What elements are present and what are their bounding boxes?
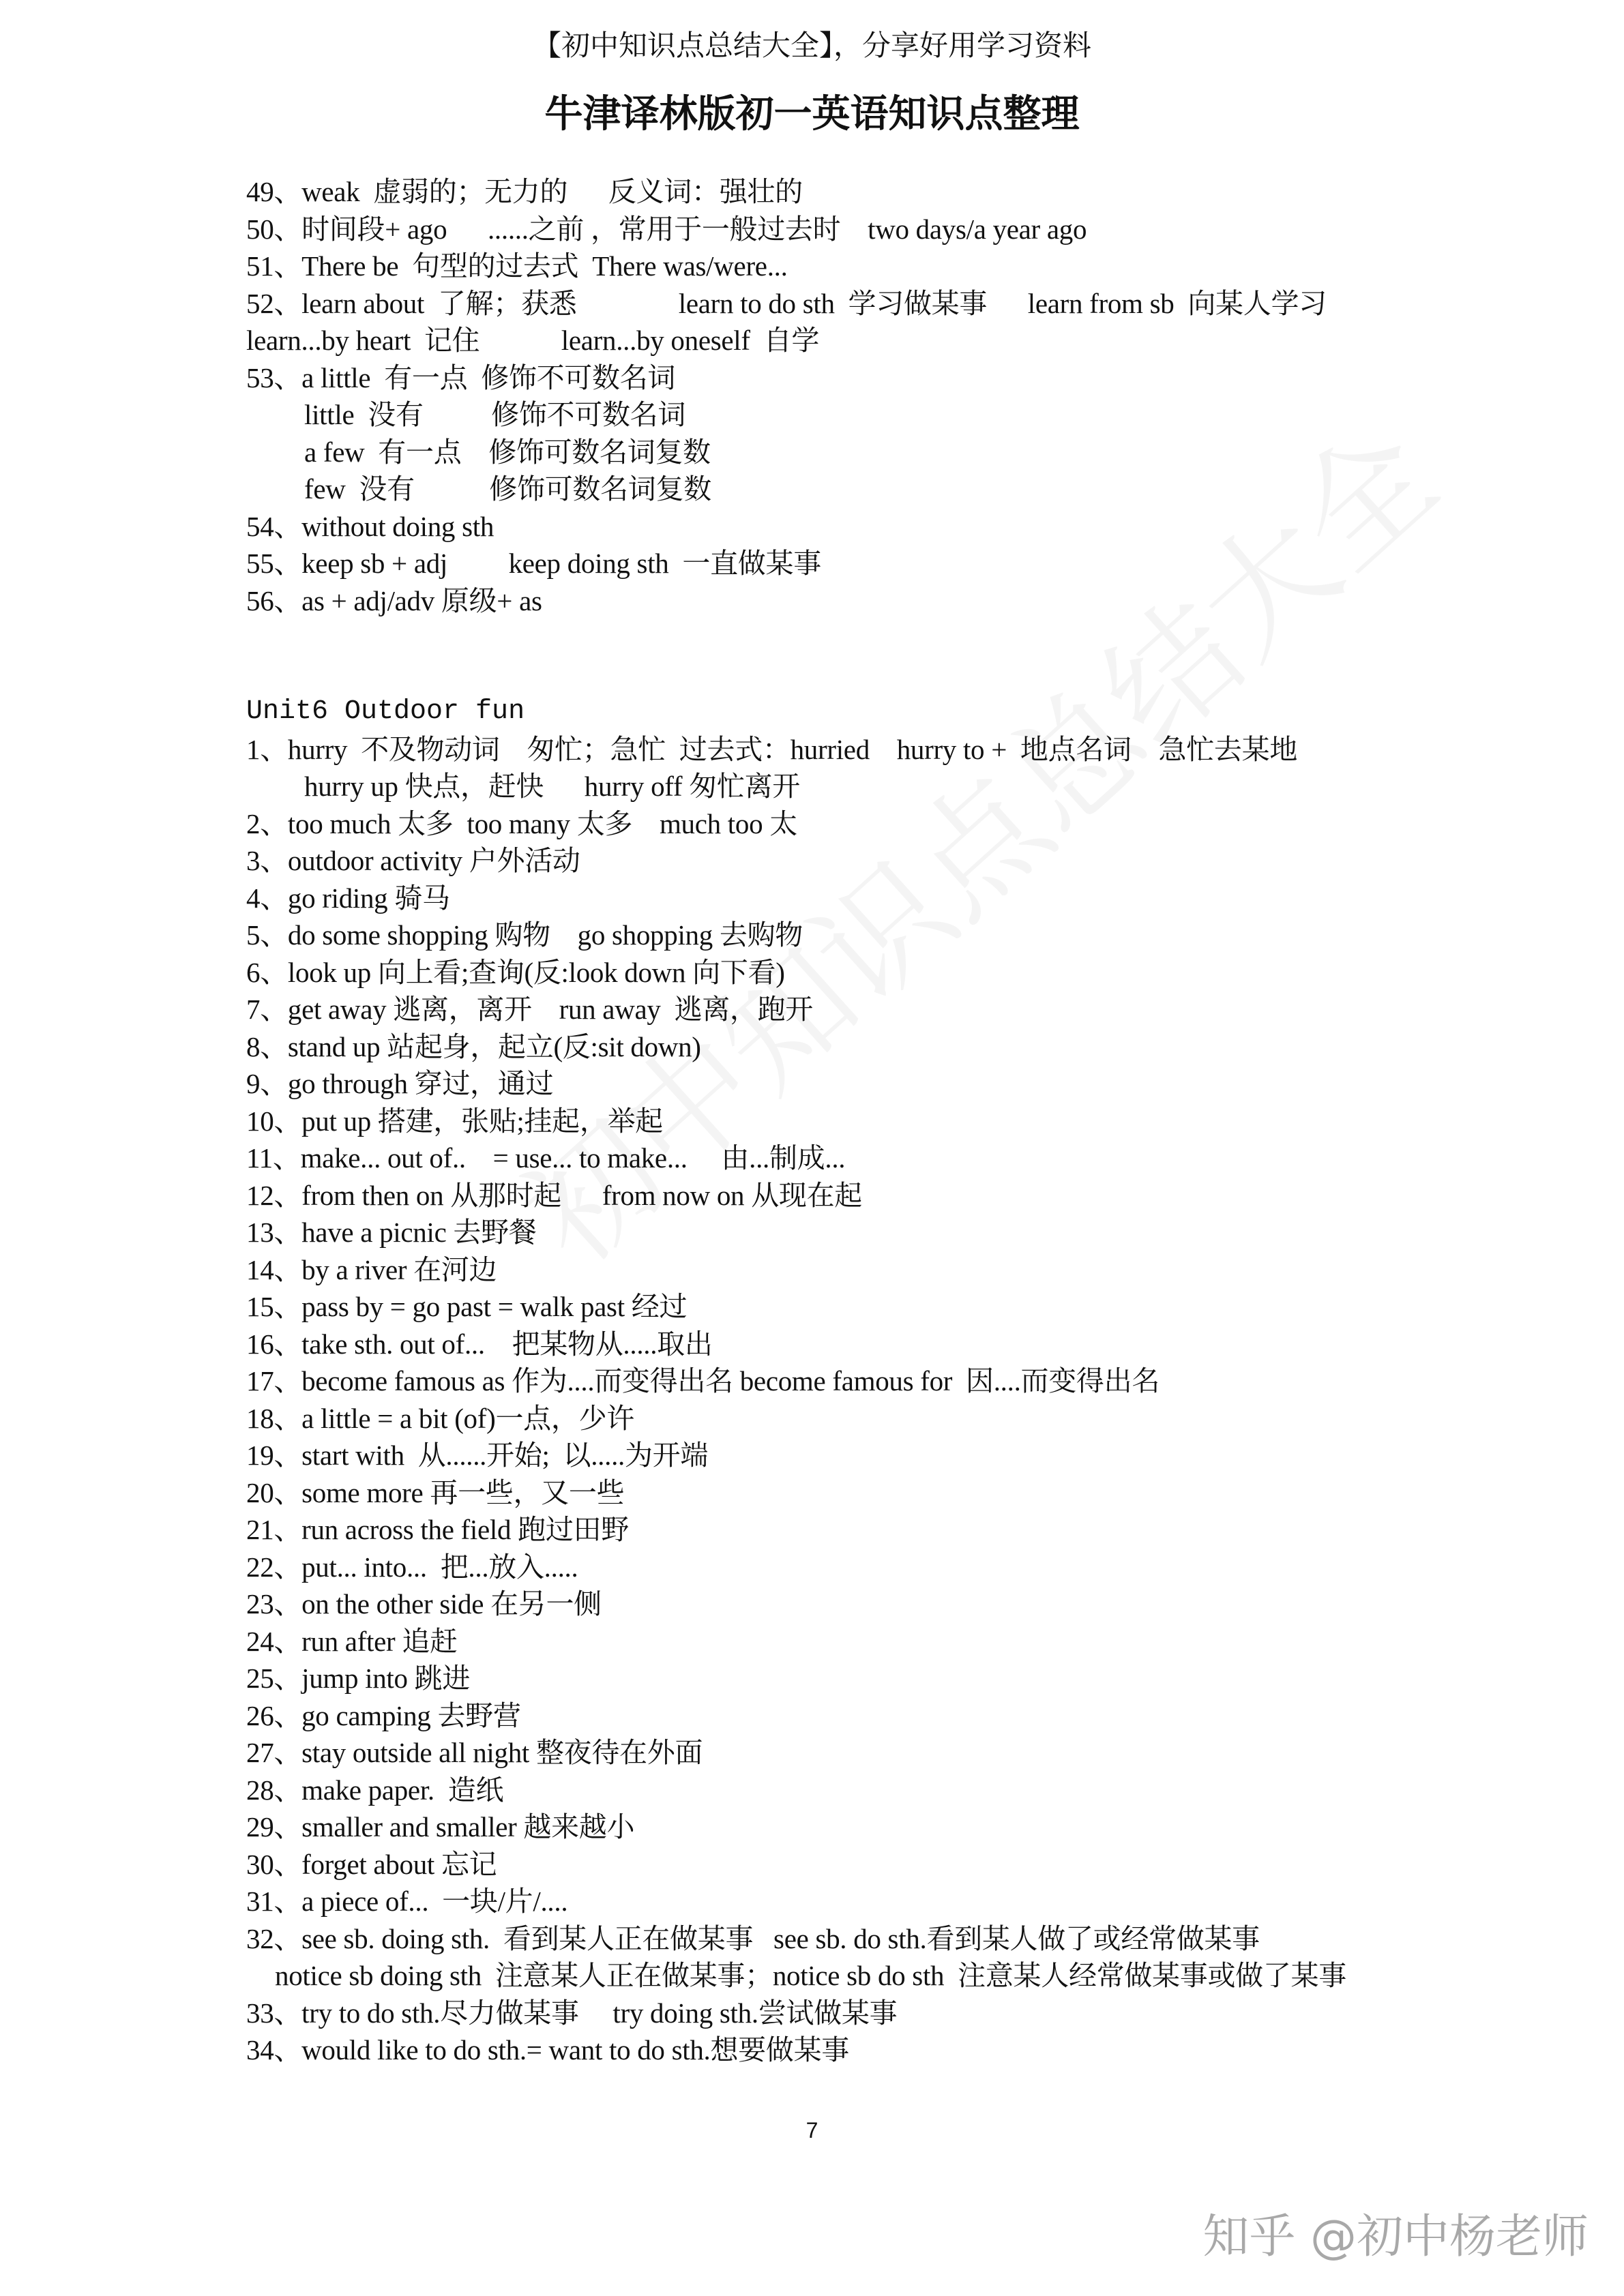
section-heading: Unit6 Outdoor fun (246, 696, 525, 727)
list-item: 50、时间段+ ago ......之前 ，常用于一般过去时 two days/a year ago (246, 213, 1087, 245)
list-item: 56、as + adj/adv 原级+ as (246, 584, 542, 616)
list-item: 30、forget about 忘记 (246, 1848, 497, 1880)
list-item: 7、get away 逃离，离开 run away 逃离，跑开 (246, 994, 814, 1025)
list-item-continuation: notice sb doing sth 注意某人正在做某事；notice sb do sth 注意某人经常做某事或做了某事 (275, 1960, 1346, 1991)
list-item: 14、by a river 在河边 (246, 1253, 497, 1285)
list-item: 15、pass by = go past = walk past 经过 (246, 1291, 688, 1322)
list-item: 52、learn about 了解；获悉 learn to do sth 学习做某事 learn from sb 向某人学习 (246, 287, 1327, 319)
list-subitem: few 没有 修饰可数名词复数 (304, 473, 711, 505)
author-credit: 知乎 @初中杨老师 (1202, 2210, 1589, 2264)
list-item: 49、weak 虚弱的；无力的 反义词：强壮的 (246, 176, 803, 207)
list-item: 17、become famous as 作为....而变得出名 become famous for 因....而变得出名 (246, 1365, 1160, 1397)
list-item: 3、outdoor activity 户外活动 (246, 845, 580, 876)
list-item: 20、some more 再一些，又一些 (246, 1476, 625, 1508)
document-title: 牛津译林版初一英语知识点整理 (544, 92, 1080, 136)
list-item: 23、on the other side 在另一侧 (246, 1588, 602, 1620)
page-number: 7 (806, 2118, 818, 2143)
list-item: 28、make paper. 造纸 (246, 1774, 504, 1806)
list-item: 18、a little = a bit (of)一点，少许 (246, 1402, 634, 1434)
list-item: 33、try to do sth.尽力做某事 try doing sth.尝试做某事 (246, 1997, 898, 2029)
list-item: 4、go riding 骑马 (246, 882, 450, 914)
list-item: 31、a piece of... 一块/片/.... (246, 1885, 568, 1917)
list-item: 12、from then on 从那时起 from now on 从现在起 (246, 1179, 862, 1211)
list-item: 27、stay outside all night 整夜待在外面 (246, 1737, 703, 1768)
list-item: 2、too much 太多 too many 太多 much too 太 (246, 807, 797, 839)
list-item: 13、have a picnic 去野餐 (246, 1217, 537, 1248)
list-item: 21、run across the field 跑过田野 (246, 1514, 629, 1545)
list-item-continuation: hurry up 快点，赶快 hurry off 匆忙离开 (304, 771, 800, 802)
list-item: 29、smaller and smaller 越来越小 (246, 1811, 635, 1843)
document-body (246, 173, 1542, 2069)
list-item: 53、a little 有一点 修饰不可数名词 (246, 361, 676, 393)
list-item: 34、would like to do sth.= want to do sth.想要做某事 (246, 2034, 849, 2066)
list-item: 8、stand up 站起身，起立(反:sit down) (246, 1030, 701, 1062)
list-item: 10、put up 搭建，张贴;挂起，举起 (246, 1105, 663, 1137)
list-item: 54、without doing sth (246, 510, 494, 542)
spacer (246, 657, 1542, 694)
list-item: 26、go camping 去野营 (246, 1699, 521, 1731)
page-header-banner: 【初中知识点总结大全】，分享好用学习资料 (532, 31, 1091, 62)
list-item: 22、put... into... 把...放入..... (246, 1551, 578, 1583)
spacer (246, 619, 1542, 657)
list-item: 55、keep sb + adj keep doing sth 一直做某事 (246, 548, 821, 579)
list-subitem: a few 有一点 修饰可数名词复数 (304, 436, 711, 468)
list-item: 1、hurry 不及物动词 匆忙；急忙 过去式：hurried hurry to + 地点名词 急忙去某地 (246, 733, 1298, 765)
list-item: 51、There be 句型的过去式 There was/were... (246, 250, 788, 282)
list-item-continuation: learn...by heart 记住 learn...by oneself 自学 (246, 325, 820, 356)
list-item: 9、go through 穿过，通过 (246, 1068, 554, 1099)
list-item: 5、do some shopping 购物 go shopping 去购物 (246, 919, 803, 951)
list-item: 19、start with 从......开始; 以.....为开端 (246, 1440, 709, 1471)
list-item: 16、take sth. out of... 把某物从.....取出 (246, 1328, 713, 1360)
list-item: 11、make... out of.. = use... to make... 由...制成... (246, 1142, 846, 1174)
list-item: 25、jump into 跳进 (246, 1663, 471, 1694)
list-item: 32、see sb. doing sth. 看到某人正在做某事 see sb. do sth.看到某人做了或经常做某事 (246, 1922, 1260, 1954)
list-subitem: little 没有 修饰不可数名词 (304, 399, 686, 430)
list-item: 24、run after 追赶 (246, 1625, 458, 1657)
list-item: 6、look up 向上看;查询(反:look down 向下看) (246, 956, 785, 988)
